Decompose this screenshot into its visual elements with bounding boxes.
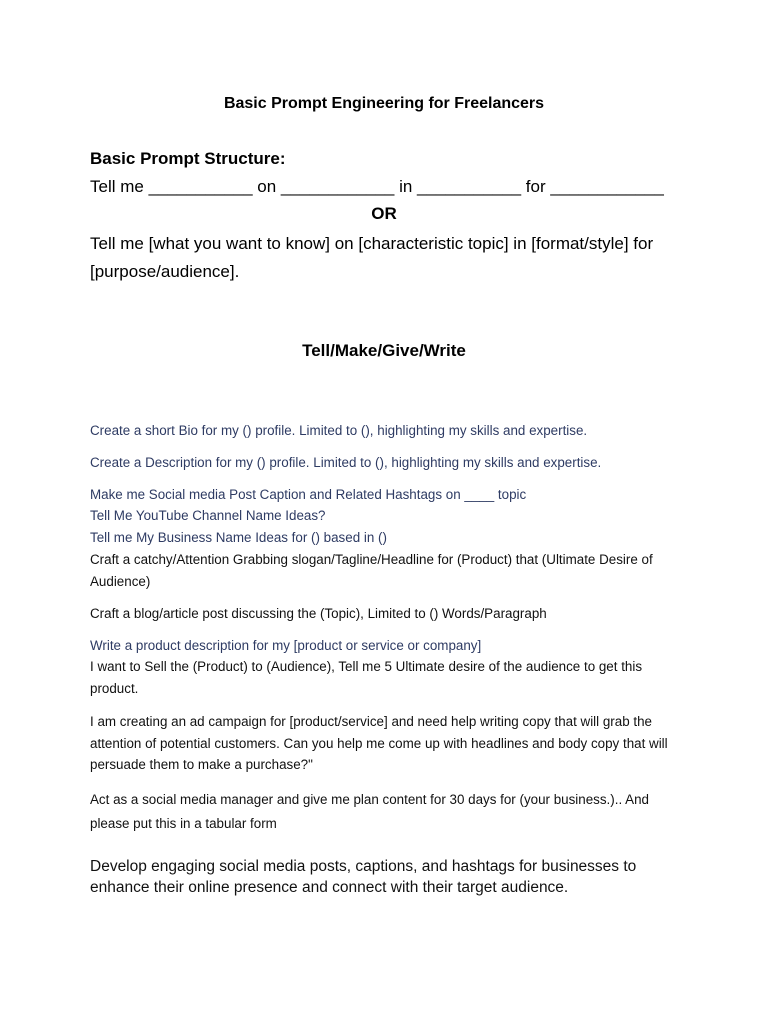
closing-paragraph: Develop engaging social media posts, captions, and hashtags for businesses to enhance their online presence and connect with their target audience.: [90, 858, 637, 896]
structure-detail: Tell me [what you want to know] on [characteristic topic] in [format/style] for [purpose/audience].: [90, 234, 654, 281]
or-separator: OR: [371, 204, 397, 223]
prompt-slogan: Craft a catchy/Attention Grabbing slogan/Tagline/Headline for (Product) that (Ultimate Desire of Audience): [90, 552, 653, 589]
prompt-ultimate-desire: I want to Sell the (Product) to (Audience), Tell me 5 Ultimate desire of the audience to get this product.: [90, 659, 643, 696]
prompt-ad-campaign: I am creating an ad campaign for [product/service] and need help writing copy that will grab the attention of potential customers. Can you help me come up with headlines and body copy that will persuade them to make a purchase?": [90, 714, 668, 772]
prompt-business-names: Tell me My Business Name Ideas for () based in (): [90, 530, 387, 545]
prompt-bio: Create a short Bio for my () profile. Limited to (), highlighting my skills and expertise.: [90, 423, 588, 438]
prompt-social-manager: Act as a social media manager and give me plan content for 30 days for (your business.).. And please put this in a tabular form: [90, 792, 649, 831]
prompt-blog-post: Craft a blog/article post discussing the (Topic), Limited to () Words/Paragraph: [90, 606, 547, 621]
prompt-product-description: Write a product description for my [product or service or company]: [90, 638, 482, 653]
section-heading: Tell/Make/Give/Write: [302, 341, 466, 360]
prompt-description: Create a Description for my () profile. Limited to (), highlighting my skills and expertise.: [90, 455, 602, 470]
document-title: Basic Prompt Engineering for Freelancers: [223, 95, 545, 112]
structure-heading: Basic Prompt Structure:: [90, 149, 286, 168]
prompt-youtube-names: Tell Me YouTube Channel Name Ideas?: [90, 508, 326, 523]
structure-template-line: Tell me ___________ on ____________ in ___________ for ____________: [90, 177, 664, 196]
prompt-social-caption: Make me Social media Post Caption and Related Hashtags on ____ topic: [90, 487, 527, 502]
